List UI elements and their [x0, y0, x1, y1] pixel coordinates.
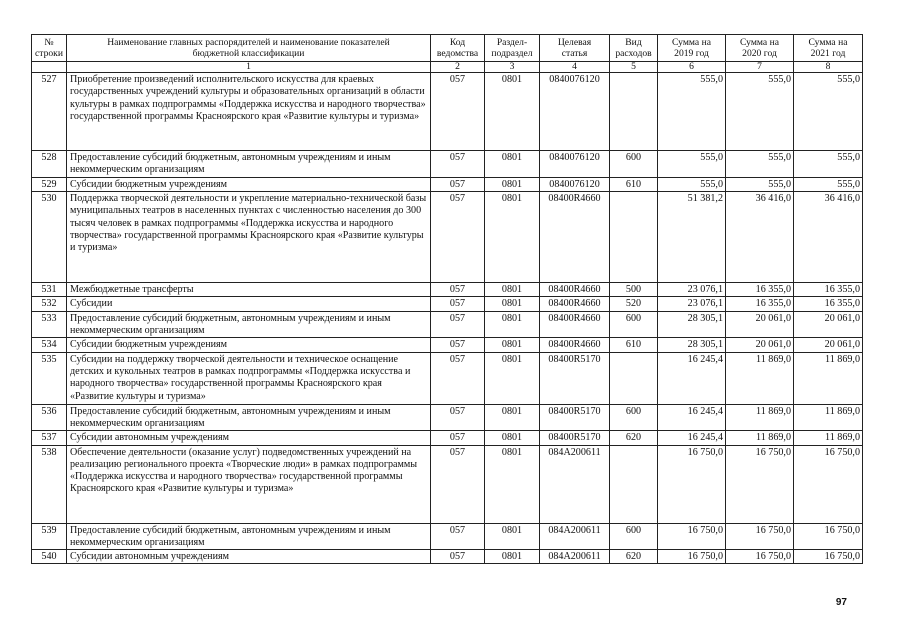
department-code: 057: [431, 445, 485, 523]
row-number: 535: [32, 352, 67, 404]
column-number: 7: [726, 62, 794, 73]
expense-type: 600: [610, 151, 658, 178]
expense-type: 520: [610, 297, 658, 311]
department-code: 057: [431, 431, 485, 445]
section-code: 0801: [485, 192, 540, 283]
sum-2019: 16 750,0: [658, 550, 726, 564]
expense-type: 610: [610, 338, 658, 352]
sum-2020: 20 061,0: [726, 338, 794, 352]
table-row: [32, 73, 863, 151]
row-number: 540: [32, 550, 67, 564]
department-code: 057: [431, 297, 485, 311]
column-number: 5: [610, 62, 658, 73]
target-item: 08400R5170: [540, 404, 610, 431]
sum-2020: 16 355,0: [726, 283, 794, 297]
row-number: 536: [32, 404, 67, 431]
table-row: [32, 151, 863, 178]
row-number: 530: [32, 192, 67, 283]
sum-2021: 11 869,0: [794, 404, 863, 431]
section-code: 0801: [485, 352, 540, 404]
expense-type: 600: [610, 404, 658, 431]
section-code: 0801: [485, 311, 540, 338]
sum-2021: 16 750,0: [794, 523, 863, 550]
department-code: 057: [431, 151, 485, 178]
budget-document: [31, 34, 863, 564]
table-row: [32, 311, 863, 338]
table-row: [32, 192, 863, 283]
sum-2020: 555,0: [726, 177, 794, 191]
row-name: Субсидии автономным учреждениям: [67, 431, 431, 445]
expense-type: 610: [610, 177, 658, 191]
sum-2020: 555,0: [726, 151, 794, 178]
target-item: 08400R4660: [540, 297, 610, 311]
row-name: Поддержка творческой деятельности и укрепление материально-технической базы муниципальных театров в населенных пунктах с численностью населения до 300 тысяч человек в рамках подпрограммы «Поддержка искусства и народного творчества» государственной программы Красноярского края «Развитие культуры и туризма»: [67, 192, 431, 283]
department-code: 057: [431, 523, 485, 550]
sum-2021: 555,0: [794, 73, 863, 151]
section-code: 0801: [485, 297, 540, 311]
column-number: 3: [485, 62, 540, 73]
sum-2020: 36 416,0: [726, 192, 794, 283]
department-code: 057: [431, 192, 485, 283]
row-name: Предоставление субсидий бюджетным, автономным учреждениям и иным некоммерческим организациям: [67, 311, 431, 338]
section-code: 0801: [485, 445, 540, 523]
sum-2020: 555,0: [726, 73, 794, 151]
sum-2019: 51 381,2: [658, 192, 726, 283]
row-name: Предоставление субсидий бюджетным, автономным учреждениям и иным некоммерческим организациям: [67, 404, 431, 431]
sum-2019: 16 750,0: [658, 445, 726, 523]
table-row: [32, 352, 863, 404]
target-item: 084A200611: [540, 523, 610, 550]
row-number: 531: [32, 283, 67, 297]
header-sum-2021: Сумма на 2021 год: [794, 35, 863, 62]
sum-2019: 23 076,1: [658, 283, 726, 297]
department-code: 057: [431, 550, 485, 564]
row-name: Субсидии: [67, 297, 431, 311]
expense-type: 500: [610, 283, 658, 297]
expense-type: [610, 192, 658, 283]
department-code: 057: [431, 283, 485, 297]
sum-2021: 16 750,0: [794, 550, 863, 564]
sum-2019: 23 076,1: [658, 297, 726, 311]
header-target-item: Целевая статья: [540, 35, 610, 62]
department-code: 057: [431, 352, 485, 404]
column-number: 4: [540, 62, 610, 73]
sum-2020: 16 750,0: [726, 550, 794, 564]
row-number: 529: [32, 177, 67, 191]
sum-2019: 555,0: [658, 73, 726, 151]
target-item: 08400R4660: [540, 338, 610, 352]
table-row: [32, 297, 863, 311]
sum-2020: 20 061,0: [726, 311, 794, 338]
sum-2019: 28 305,1: [658, 311, 726, 338]
header-sum-2020: Сумма на 2020 год: [726, 35, 794, 62]
target-item: 0840076120: [540, 151, 610, 178]
sum-2020: 11 869,0: [726, 404, 794, 431]
column-number: [32, 62, 67, 73]
sum-2020: 16 750,0: [726, 523, 794, 550]
table-row: [32, 283, 863, 297]
section-code: 0801: [485, 151, 540, 178]
department-code: 057: [431, 338, 485, 352]
row-name: Субсидии на поддержку творческой деятельности и техническое оснащение детских и кукольных театров в рамках подпрограммы «Поддержка искусства и народного творчества» государственной программы Красноярского края «Развитие культуры и туризма»: [67, 352, 431, 404]
row-name: Обеспечение деятельности (оказание услуг) подведомственных учреждений на реализацию регионального проекта «Творческие люди» в рамках подпрограммы «Поддержка искусства и народного творчества» государственной программы Красноярского края «Развитие культуры и туризма»: [67, 445, 431, 523]
table-row: [32, 445, 863, 523]
expense-type: 600: [610, 523, 658, 550]
sum-2019: 16 245,4: [658, 404, 726, 431]
target-item: 084A200611: [540, 445, 610, 523]
section-code: 0801: [485, 431, 540, 445]
row-name: Субсидии автономным учреждениям: [67, 550, 431, 564]
target-item: 0840076120: [540, 73, 610, 151]
sum-2019: 555,0: [658, 177, 726, 191]
sum-2021: 555,0: [794, 177, 863, 191]
column-number: 2: [431, 62, 485, 73]
table-row: [32, 550, 863, 564]
sum-2021: 555,0: [794, 151, 863, 178]
sum-2019: 16 245,4: [658, 431, 726, 445]
sum-2019: 555,0: [658, 151, 726, 178]
expense-type: [610, 445, 658, 523]
section-code: 0801: [485, 283, 540, 297]
header-name: Наименование главных распорядителей и наименование показателей бюджетной классификации: [67, 35, 431, 62]
target-item: 0840076120: [540, 177, 610, 191]
sum-2019: 16 245,4: [658, 352, 726, 404]
sum-2020: 16 355,0: [726, 297, 794, 311]
sum-2020: 11 869,0: [726, 352, 794, 404]
row-number: 527: [32, 73, 67, 151]
expense-type: [610, 352, 658, 404]
header-section: Раздел- подраздел: [485, 35, 540, 62]
row-number: 538: [32, 445, 67, 523]
page-number: 97: [835, 597, 847, 608]
department-code: 057: [431, 73, 485, 151]
column-number-row: [32, 62, 863, 73]
column-number: 1: [67, 62, 431, 73]
section-code: 0801: [485, 177, 540, 191]
header-sum-2019: Сумма на 2019 год: [658, 35, 726, 62]
row-number: 528: [32, 151, 67, 178]
table-row: [32, 338, 863, 352]
target-item: 08400R4660: [540, 283, 610, 297]
section-code: 0801: [485, 550, 540, 564]
sum-2021: 16 355,0: [794, 297, 863, 311]
column-number: 8: [794, 62, 863, 73]
sum-2019: 28 305,1: [658, 338, 726, 352]
target-item: 08400R5170: [540, 431, 610, 445]
table-header-row: [32, 35, 863, 62]
department-code: 057: [431, 404, 485, 431]
row-number: 539: [32, 523, 67, 550]
section-code: 0801: [485, 523, 540, 550]
sum-2019: 16 750,0: [658, 523, 726, 550]
table-row: [32, 177, 863, 191]
target-item: 08400R5170: [540, 352, 610, 404]
department-code: 057: [431, 177, 485, 191]
section-code: 0801: [485, 404, 540, 431]
header-row-number: № строки: [32, 35, 67, 62]
table-row: [32, 431, 863, 445]
row-name: Субсидии бюджетным учреждениям: [67, 338, 431, 352]
sum-2021: 16 750,0: [794, 445, 863, 523]
header-expense-type: Вид расходов: [610, 35, 658, 62]
row-name: Приобретение произведений исполнительского искусства для краевых государственных учреждений культуры и образовательных организаций в области культуры в рамках подпрограммы «Поддержка искусства и народного творчества» государственной программы Красноярского края «Развитие культуры и туризма»: [67, 73, 431, 151]
expense-type: 620: [610, 550, 658, 564]
sum-2021: 11 869,0: [794, 352, 863, 404]
expense-type: [610, 73, 658, 151]
sum-2021: 16 355,0: [794, 283, 863, 297]
row-name: Субсидии бюджетным учреждениям: [67, 177, 431, 191]
sum-2021: 11 869,0: [794, 431, 863, 445]
target-item: 08400R4660: [540, 192, 610, 283]
row-number: 537: [32, 431, 67, 445]
row-name: Предоставление субсидий бюджетным, автономным учреждениям и иным некоммерческим организациям: [67, 151, 431, 178]
section-code: 0801: [485, 73, 540, 151]
row-name: Предоставление субсидий бюджетным, автономным учреждениям и иным некоммерческим организациям: [67, 523, 431, 550]
sum-2021: 20 061,0: [794, 338, 863, 352]
budget-table: [31, 34, 863, 564]
row-number: 534: [32, 338, 67, 352]
row-number: 533: [32, 311, 67, 338]
section-code: 0801: [485, 338, 540, 352]
row-name: Межбюджетные трансферты: [67, 283, 431, 297]
target-item: 08400R4660: [540, 311, 610, 338]
sum-2021: 20 061,0: [794, 311, 863, 338]
target-item: 084A200611: [540, 550, 610, 564]
department-code: 057: [431, 311, 485, 338]
sum-2021: 36 416,0: [794, 192, 863, 283]
row-number: 532: [32, 297, 67, 311]
expense-type: 600: [610, 311, 658, 338]
table-row: [32, 404, 863, 431]
header-department-code: Код ведомства: [431, 35, 485, 62]
column-number: 6: [658, 62, 726, 73]
sum-2020: 11 869,0: [726, 431, 794, 445]
expense-type: 620: [610, 431, 658, 445]
sum-2020: 16 750,0: [726, 445, 794, 523]
table-row: [32, 523, 863, 550]
